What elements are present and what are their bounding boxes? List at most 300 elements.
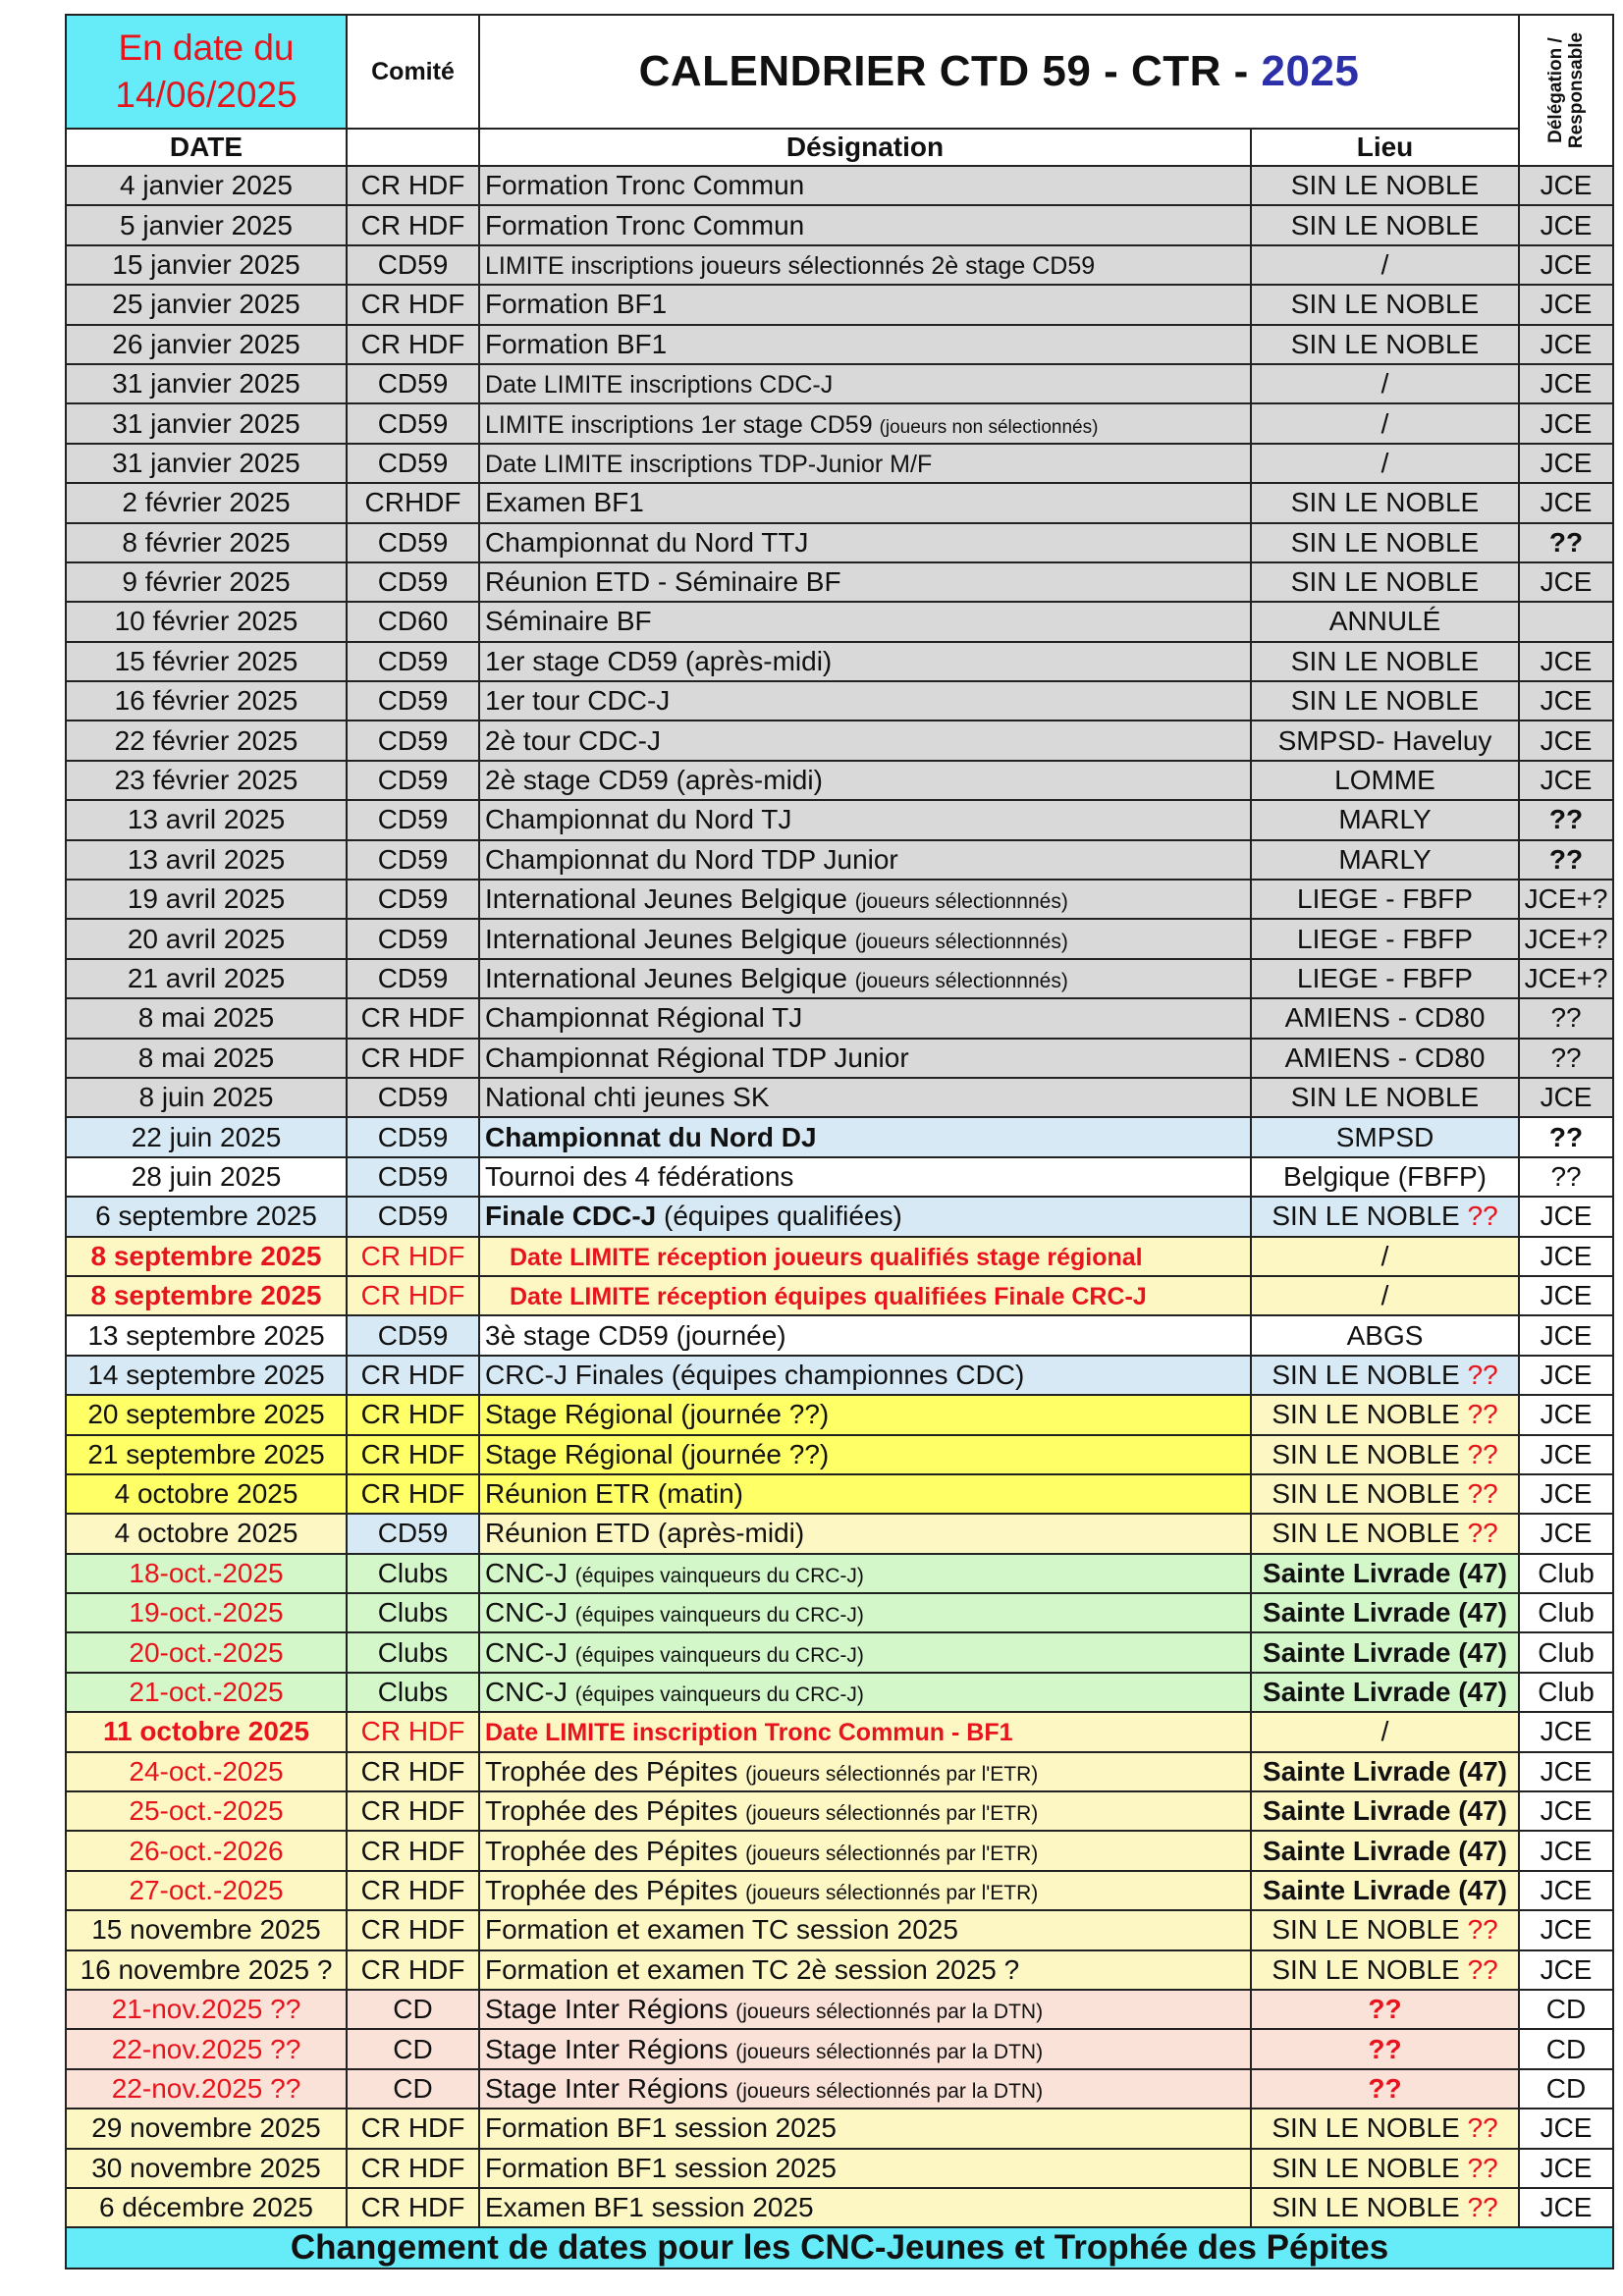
row-designation: [479, 1632, 1251, 1672]
table-row: [66, 285, 1613, 324]
table-row: [66, 1157, 1613, 1197]
row-lieu: [1251, 1078, 1519, 1117]
row-designation: [479, 205, 1251, 244]
row-date: 2 février 2025: [66, 483, 347, 522]
row-designation: [479, 1157, 1251, 1197]
lieu-text: Sainte Livrade (47): [1263, 1755, 1507, 1787]
row-delegation: JCE: [1519, 1910, 1613, 1949]
table-row: [66, 1910, 1613, 1949]
row-date: 4 octobre 2025: [66, 1514, 347, 1553]
row-comite: CR HDF: [347, 166, 479, 205]
row-comite: CRHDF: [347, 483, 479, 522]
row-comite: CD59: [347, 1157, 479, 1197]
designation-text: International Jeunes Belgique: [485, 963, 855, 993]
row-designation: [479, 403, 1251, 443]
row-designation: [479, 1197, 1251, 1236]
header-row: [66, 15, 1613, 129]
row-date: 15 février 2025: [66, 642, 347, 681]
calendar-table: [65, 14, 1614, 2269]
row-designation: [479, 919, 1251, 958]
lieu-uncertain-mark: ??: [1467, 1953, 1498, 1985]
table-row: [66, 880, 1613, 919]
row-comite: CD59: [347, 562, 479, 602]
lieu-uncertain-mark: ??: [1368, 1994, 1402, 2025]
lieu-text: AMIENS - CD80: [1284, 1002, 1486, 1034]
row-date: 26-oct.-2026: [66, 1831, 347, 1870]
table-row: [66, 1276, 1613, 1315]
row-delegation: JCE: [1519, 1831, 1613, 1870]
row-comite: CR HDF: [347, 1712, 479, 1751]
designation-note: (joueurs sélectionnés par la DTN): [735, 2040, 1044, 2063]
row-comite: CD59: [347, 1117, 479, 1156]
delegation-header-text: [1545, 32, 1587, 148]
row-lieu: [1251, 919, 1519, 958]
row-lieu: [1251, 681, 1519, 721]
designation-note: (équipes vainqueurs du CRC-J): [574, 1604, 864, 1628]
row-lieu: [1251, 1315, 1519, 1355]
row-comite: CR HDF: [347, 998, 479, 1038]
row-comite: CD59: [347, 1197, 479, 1236]
table-row: [66, 2109, 1613, 2148]
designation-text: CNC-J: [485, 1677, 575, 1708]
row-date: 21 avril 2025: [66, 959, 347, 998]
designation-text: Réunion ETD (après-midi): [485, 1518, 805, 1549]
lieu-text: Belgique (FBFP): [1283, 1160, 1487, 1192]
row-delegation: Club: [1519, 1593, 1613, 1632]
lieu-text: LIEGE - FBFP: [1297, 883, 1473, 915]
table-row: [66, 2149, 1613, 2188]
lieu-uncertain-mark: ??: [1467, 1359, 1498, 1390]
row-date: 21-nov.2025 ??: [66, 1990, 347, 2029]
designation-text: Formation BF1 session 2025: [485, 2152, 837, 2183]
designation-note: (joueurs sélectionnés par l'ETR): [745, 1802, 1039, 1826]
lieu-text: ABGS: [1346, 1319, 1424, 1351]
row-designation: [479, 1712, 1251, 1751]
row-date: 19 avril 2025: [66, 880, 347, 919]
designation-note: (joueurs sélectionnés par l'ETR): [745, 1762, 1039, 1786]
table-row: [66, 483, 1613, 522]
row-delegation: JCE: [1519, 1356, 1613, 1395]
row-comite: CR HDF: [347, 205, 479, 244]
row-designation: [479, 642, 1251, 681]
table-row: [66, 166, 1613, 205]
row-lieu: [1251, 1356, 1519, 1395]
row-lieu: [1251, 444, 1519, 483]
designation-text: National chti jeunes SK: [485, 1082, 770, 1113]
row-lieu: [1251, 1950, 1519, 1990]
table-row: [66, 1197, 1613, 1236]
row-delegation: Club: [1519, 1554, 1613, 1593]
lieu-text: /: [1380, 407, 1389, 439]
lieu-text: SIN LE NOBLE: [1271, 1914, 1468, 1946]
row-lieu: [1251, 403, 1519, 443]
footer-row: [66, 2227, 1613, 2269]
column-header-designation: Désignation: [479, 129, 1251, 166]
row-designation: [479, 1831, 1251, 1870]
row-lieu: [1251, 1990, 1519, 2029]
table-row: [66, 642, 1613, 681]
row-comite: CD59: [347, 364, 479, 403]
row-date: 9 février 2025: [66, 562, 347, 602]
table-row: [66, 761, 1613, 800]
lieu-text: /: [1380, 248, 1389, 280]
table-row: [66, 919, 1613, 958]
row-delegation: ??: [1519, 840, 1613, 880]
lieu-text: SIN LE NOBLE: [1290, 526, 1480, 558]
designation-text: Date LIMITE réception équipes qualifiées Finale CRC-J: [510, 1283, 1147, 1311]
row-delegation: JCE+?: [1519, 919, 1613, 958]
designation-note: (joueurs sélectionnés par l'ETR): [745, 1881, 1039, 1904]
row-date: 29 novembre 2025: [66, 2109, 347, 2148]
designation-note: (équipes vainqueurs du CRC-J): [574, 1643, 864, 1667]
row-lieu: [1251, 1673, 1519, 1712]
row-date: 22 février 2025: [66, 721, 347, 760]
lieu-text: Sainte Livrade (47): [1263, 1597, 1507, 1629]
row-designation: [479, 721, 1251, 760]
row-lieu: [1251, 1712, 1519, 1751]
row-date: 10 février 2025: [66, 602, 347, 641]
row-lieu: [1251, 761, 1519, 800]
row-lieu: [1251, 1791, 1519, 1831]
row-delegation: JCE: [1519, 1474, 1613, 1514]
row-designation: [479, 2069, 1251, 2109]
row-delegation: JCE+?: [1519, 959, 1613, 998]
row-designation: [479, 1395, 1251, 1434]
row-delegation: [1519, 602, 1613, 641]
row-comite: CR HDF: [347, 1871, 479, 1910]
lieu-text: SIN LE NOBLE: [1290, 209, 1480, 240]
row-delegation: JCE: [1519, 721, 1613, 760]
lieu-text: SIN LE NOBLE: [1271, 2152, 1468, 2183]
row-designation: [479, 1554, 1251, 1593]
row-comite: CR HDF: [347, 325, 479, 364]
row-comite: CR HDF: [347, 1950, 479, 1990]
row-delegation: JCE: [1519, 205, 1613, 244]
update-date-label: En date du: [118, 27, 295, 68]
lieu-text: AMIENS - CD80: [1284, 1041, 1486, 1073]
row-comite: Clubs: [347, 1673, 479, 1712]
table-row: [66, 1315, 1613, 1355]
row-lieu: [1251, 800, 1519, 839]
lieu-text: /: [1380, 1240, 1389, 1271]
row-comite: CD: [347, 2029, 479, 2068]
designation-text: Stage Inter Régions: [485, 2072, 736, 2104]
table-row: [66, 1712, 1613, 1751]
designation-text: Formation et examen TC 2è session 2025 ?: [485, 1953, 1020, 1985]
row-date: 27-oct.-2025: [66, 1871, 347, 1910]
designation-text: 3è stage CD59 (journée): [485, 1319, 786, 1351]
row-lieu: [1251, 602, 1519, 641]
table-row: [66, 2069, 1613, 2109]
delegation-header: [1519, 15, 1613, 166]
row-designation: [479, 325, 1251, 364]
row-designation: [479, 681, 1251, 721]
row-date: 28 juin 2025: [66, 1157, 347, 1197]
table-row: [66, 1791, 1613, 1831]
row-lieu: [1251, 1831, 1519, 1870]
row-comite: CD59: [347, 761, 479, 800]
table-row: [66, 325, 1613, 364]
lieu-text: SIN LE NOBLE: [1290, 328, 1480, 359]
designation-text: Championnat du Nord TTJ: [485, 526, 809, 558]
designation-text: Formation Tronc Commun: [485, 209, 805, 240]
row-date: 16 février 2025: [66, 681, 347, 721]
designation-text: Réunion ETD - Séminaire BF: [485, 566, 841, 598]
row-comite: CR HDF: [347, 285, 479, 324]
table-row: [66, 403, 1613, 443]
lieu-text: SIN LE NOBLE: [1290, 170, 1480, 201]
row-lieu: [1251, 642, 1519, 681]
column-header-date: DATE: [66, 129, 347, 166]
designation-text: Trophée des Pépites: [485, 1755, 746, 1787]
lieu-text: SIN LE NOBLE: [1290, 685, 1480, 717]
row-comite: CD59: [347, 840, 479, 880]
designation-text: Formation BF1: [485, 289, 668, 320]
row-designation: [479, 444, 1251, 483]
designation-text: Stage Inter Régions: [485, 1994, 736, 2025]
row-designation: [479, 523, 1251, 562]
row-comite: CD59: [347, 721, 479, 760]
designation-text: Stage Inter Régions: [485, 2033, 736, 2064]
row-designation: [479, 1435, 1251, 1474]
lieu-text: LOMME: [1334, 765, 1435, 796]
table-row: [66, 1117, 1613, 1156]
designation-text: Trophée des Pépites: [485, 1874, 746, 1905]
row-comite: CD59: [347, 919, 479, 958]
designation-note: (joueurs sélectionnés par la DTN): [735, 2001, 1044, 2024]
designation-note: (équipes qualifiées): [656, 1201, 902, 1232]
table-row: [66, 721, 1613, 760]
row-date: 8 juin 2025: [66, 1078, 347, 1117]
row-delegation: JCE: [1519, 1712, 1613, 1751]
row-delegation: JCE: [1519, 562, 1613, 602]
lieu-text: SMPSD: [1335, 1121, 1434, 1152]
designation-text: Date LIMITE réception joueurs qualifiés stage régional: [510, 1243, 1143, 1271]
lieu-uncertain-mark: ??: [1467, 1399, 1498, 1430]
row-comite: CR HDF: [347, 1435, 479, 1474]
row-comite: CR HDF: [347, 1237, 479, 1276]
row-lieu: [1251, 1632, 1519, 1672]
row-designation: [479, 761, 1251, 800]
update-date-value: 14/06/2025: [115, 75, 298, 115]
row-delegation: JCE: [1519, 285, 1613, 324]
delegation-label: Délégation /: [1545, 37, 1567, 143]
lieu-uncertain-mark: ??: [1368, 2072, 1402, 2104]
designation-text: Stage Régional (journée ??): [485, 1438, 830, 1469]
row-date: 20 avril 2025: [66, 919, 347, 958]
designation-text: 2è stage CD59 (après-midi): [485, 765, 823, 796]
table-row: [66, 998, 1613, 1038]
row-date: 4 janvier 2025: [66, 166, 347, 205]
designation-note: (joueurs sélectionnnés): [854, 970, 1068, 992]
row-delegation: ??: [1519, 800, 1613, 839]
row-designation: [479, 1910, 1251, 1949]
lieu-uncertain-mark: ??: [1467, 1438, 1498, 1469]
row-date: 31 janvier 2025: [66, 364, 347, 403]
lieu-text: SIN LE NOBLE: [1290, 289, 1480, 320]
row-delegation: JCE: [1519, 1950, 1613, 1990]
page-title: [479, 15, 1519, 129]
row-delegation: JCE: [1519, 245, 1613, 285]
row-lieu: [1251, 959, 1519, 998]
row-date: 25-oct.-2025: [66, 1791, 347, 1831]
title-main: CALENDRIER CTD 59 - CTR -: [638, 47, 1262, 95]
designation-note: (joueurs sélectionnnés): [854, 890, 1068, 914]
row-date: 22-nov.2025 ??: [66, 2029, 347, 2068]
row-designation: [479, 2149, 1251, 2188]
table-row: [66, 959, 1613, 998]
row-designation: [479, 1039, 1251, 1078]
row-lieu: [1251, 2188, 1519, 2227]
row-delegation: CD: [1519, 2029, 1613, 2068]
row-comite: CD59: [347, 1514, 479, 1553]
row-date: 8 mai 2025: [66, 998, 347, 1038]
designation-note: (équipes vainqueurs du CRC-J): [574, 1683, 864, 1707]
designation-note: (joueurs sélectionnés par la DTN): [735, 2079, 1044, 2103]
row-delegation: JCE: [1519, 1237, 1613, 1276]
designation-text: Examen BF1: [485, 487, 644, 518]
row-comite: CD59: [347, 681, 479, 721]
row-date: 20-oct.-2025: [66, 1632, 347, 1672]
designation-note: (joueurs sélectionnnés): [854, 930, 1068, 953]
row-delegation: JCE: [1519, 1276, 1613, 1315]
row-delegation: CD: [1519, 2069, 1613, 2109]
row-lieu: [1251, 1237, 1519, 1276]
table-row: [66, 444, 1613, 483]
lieu-uncertain-mark: ??: [1368, 2033, 1402, 2064]
designation-text: 1er tour CDC-J: [485, 685, 671, 717]
row-delegation: JCE: [1519, 1752, 1613, 1791]
row-lieu: [1251, 998, 1519, 1038]
row-comite: CD59: [347, 642, 479, 681]
row-designation: [479, 245, 1251, 285]
row-lieu: [1251, 1554, 1519, 1593]
lieu-text: SIN LE NOBLE: [1271, 2192, 1468, 2223]
row-delegation: JCE: [1519, 681, 1613, 721]
row-lieu: [1251, 1910, 1519, 1949]
designation-text: Formation Tronc Commun: [485, 170, 805, 201]
row-delegation: JCE: [1519, 2188, 1613, 2227]
row-comite: CD59: [347, 880, 479, 919]
designation-text: Championnat du Nord TJ: [485, 804, 792, 835]
lieu-text: Sainte Livrade (47): [1263, 1557, 1507, 1588]
row-date: 23 février 2025: [66, 761, 347, 800]
row-date: 30 novembre 2025: [66, 2149, 347, 2188]
lieu-text: Sainte Livrade (47): [1263, 1835, 1507, 1866]
row-date: 5 janvier 2025: [66, 205, 347, 244]
table-row: [66, 1435, 1613, 1474]
row-delegation: JCE: [1519, 1078, 1613, 1117]
row-designation: [479, 840, 1251, 880]
table-row: [66, 1831, 1613, 1870]
row-date: 14 septembre 2025: [66, 1356, 347, 1395]
row-comite: CD59: [347, 523, 479, 562]
row-date: 6 décembre 2025: [66, 2188, 347, 2227]
row-date: 19-oct.-2025: [66, 1593, 347, 1632]
lieu-text: SIN LE NOBLE: [1271, 1518, 1468, 1549]
table-row: [66, 681, 1613, 721]
table-row: [66, 1950, 1613, 1990]
row-comite: CD59: [347, 403, 479, 443]
row-lieu: [1251, 205, 1519, 244]
row-comite: CD59: [347, 1315, 479, 1355]
designation-text: Tournoi des 4 fédérations: [485, 1160, 794, 1192]
row-comite: CD: [347, 1990, 479, 2029]
table-row: [66, 1474, 1613, 1514]
row-lieu: [1251, 483, 1519, 522]
row-lieu: [1251, 1514, 1519, 1553]
row-designation: [479, 2188, 1251, 2227]
table-row: [66, 1593, 1613, 1632]
row-date: 22-nov.2025 ??: [66, 2069, 347, 2109]
row-date: 24-oct.-2025: [66, 1752, 347, 1791]
row-lieu: [1251, 880, 1519, 919]
row-comite: CR HDF: [347, 2109, 479, 2148]
designation-text: Formation BF1: [485, 328, 668, 359]
lieu-uncertain-mark: ??: [1467, 1201, 1498, 1232]
lieu-uncertain-mark: ??: [1467, 2152, 1498, 2183]
row-comite: CD59: [347, 245, 479, 285]
designation-text: Trophée des Pépites: [485, 1835, 746, 1866]
lieu-text: Sainte Livrade (47): [1263, 1677, 1507, 1708]
row-lieu: [1251, 1871, 1519, 1910]
table-row: [66, 2188, 1613, 2227]
column-header-lieu: Lieu: [1251, 129, 1519, 166]
row-lieu: [1251, 1197, 1519, 1236]
table-row: [66, 1514, 1613, 1553]
lieu-uncertain-mark: ??: [1467, 2112, 1498, 2144]
designation-text: Formation et examen TC session 2025: [485, 1914, 958, 1946]
table-row: [66, 1039, 1613, 1078]
row-delegation: ??: [1519, 998, 1613, 1038]
lieu-uncertain-mark: ??: [1467, 1518, 1498, 1549]
row-date: 21 septembre 2025: [66, 1435, 347, 1474]
row-designation: [479, 166, 1251, 205]
lieu-text: SIN LE NOBLE: [1290, 487, 1480, 518]
designation-text: Date LIMITE inscriptions TDP-Junior M/F: [485, 450, 933, 478]
row-designation: [479, 2029, 1251, 2068]
designation-text: CNC-J: [485, 1557, 575, 1588]
row-lieu: [1251, 840, 1519, 880]
row-date: 8 septembre 2025: [66, 1276, 347, 1315]
row-designation: [479, 1356, 1251, 1395]
lieu-text: MARLY: [1338, 804, 1432, 835]
table-row: [66, 1356, 1613, 1395]
row-lieu: [1251, 1435, 1519, 1474]
row-date: 15 novembre 2025: [66, 1910, 347, 1949]
row-lieu: [1251, 2029, 1519, 2068]
designation-text: LIMITE inscriptions joueurs sélectionnés 2è stage CD59: [485, 251, 1096, 280]
designation-note: (équipes vainqueurs du CRC-J): [574, 1564, 864, 1587]
row-date: 20 septembre 2025: [66, 1395, 347, 1434]
lieu-text: SIN LE NOBLE: [1271, 1201, 1468, 1232]
designation-text: 1er stage CD59 (après-midi): [485, 645, 833, 676]
row-lieu: [1251, 1752, 1519, 1791]
row-comite: CR HDF: [347, 1356, 479, 1395]
designation-text: Séminaire BF: [485, 606, 652, 637]
designation-text: Trophée des Pépites: [485, 1795, 746, 1827]
table-row: [66, 602, 1613, 641]
lieu-text: SIN LE NOBLE: [1271, 1359, 1468, 1390]
row-designation: [479, 1593, 1251, 1632]
lieu-uncertain-mark: ??: [1467, 1478, 1498, 1510]
row-comite: CD60: [347, 602, 479, 641]
lieu-text: Sainte Livrade (47): [1263, 1874, 1507, 1905]
designation-text: Réunion ETR (matin): [485, 1478, 743, 1510]
row-delegation: JCE: [1519, 325, 1613, 364]
row-date: 13 avril 2025: [66, 800, 347, 839]
row-date: 8 février 2025: [66, 523, 347, 562]
